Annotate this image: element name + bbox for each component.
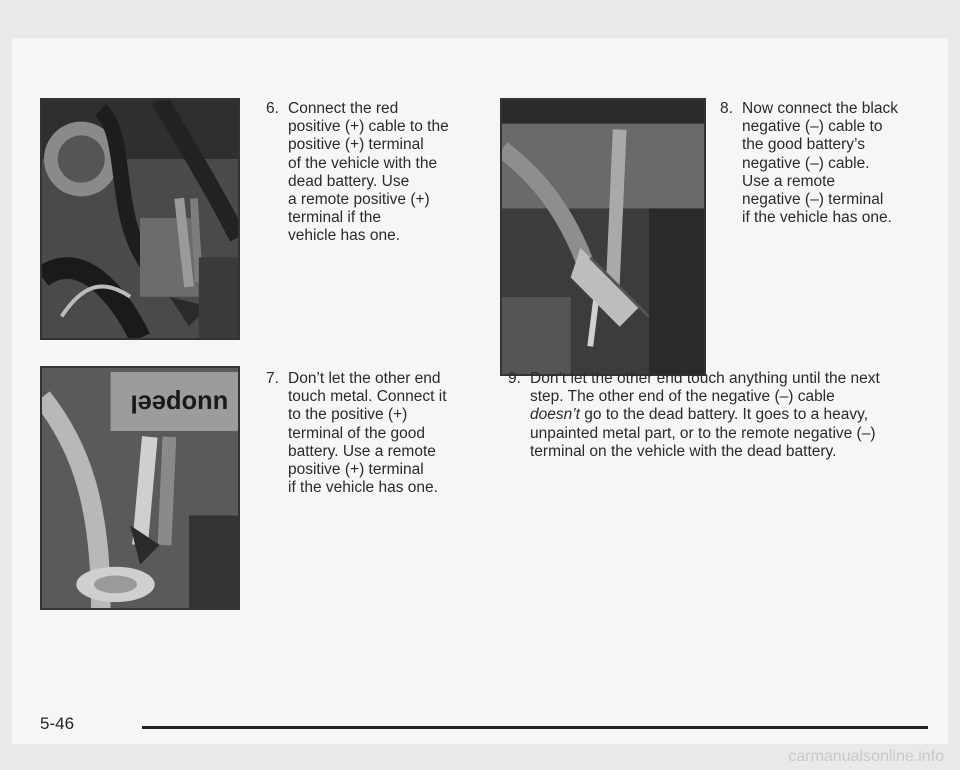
step-text-after: go to the dead battery. It goes to a heavy, unpainted metal part, or to the remote negative (–) terminal on the vehicle with the dead battery.: [530, 406, 876, 460]
step-text-emphasis: doesn’t: [530, 406, 580, 424]
watermark: carmanualsonline.info: [788, 748, 944, 765]
step-9: [508, 370, 938, 461]
photo-battery-positive-clamp: [40, 366, 240, 610]
step-number: 8.: [720, 100, 733, 117]
step-7: [266, 370, 486, 497]
step-6: [266, 100, 486, 246]
step-text: Don’t let the other end touch metal. Connect it to the positive (+) terminal of the good battery. Use a remote positive (+) terminal if the vehicle has one.: [288, 370, 447, 497]
battery-label-text: uuopeeI: [130, 389, 229, 418]
photo-negative-clamp: [500, 98, 706, 376]
step-number: 9.: [508, 370, 521, 387]
step-text: Connect the red positive (+) cable to the positive (+) terminal of the vehicle with the dead battery. Use a remote positive (+) terminal if the vehicle has one.: [288, 100, 449, 245]
step-number: 7.: [266, 370, 279, 387]
footer-rule: [142, 726, 928, 729]
step-8: [720, 100, 940, 227]
photo-engine-positive-clamp: [40, 98, 240, 340]
step-text: Now connect the black negative (–) cable to the good battery’s negative (–) cable. Use a remote negative (–) terminal if the vehicle has one.: [742, 100, 898, 227]
step-text: [530, 370, 938, 461]
manual-page: [12, 38, 948, 744]
step-number: 6.: [266, 100, 279, 117]
step-text-before: Don’t let the other end touch anything until the next step. The other end of the negative (–) cable: [530, 370, 880, 406]
page-number: 5-46: [40, 714, 75, 733]
